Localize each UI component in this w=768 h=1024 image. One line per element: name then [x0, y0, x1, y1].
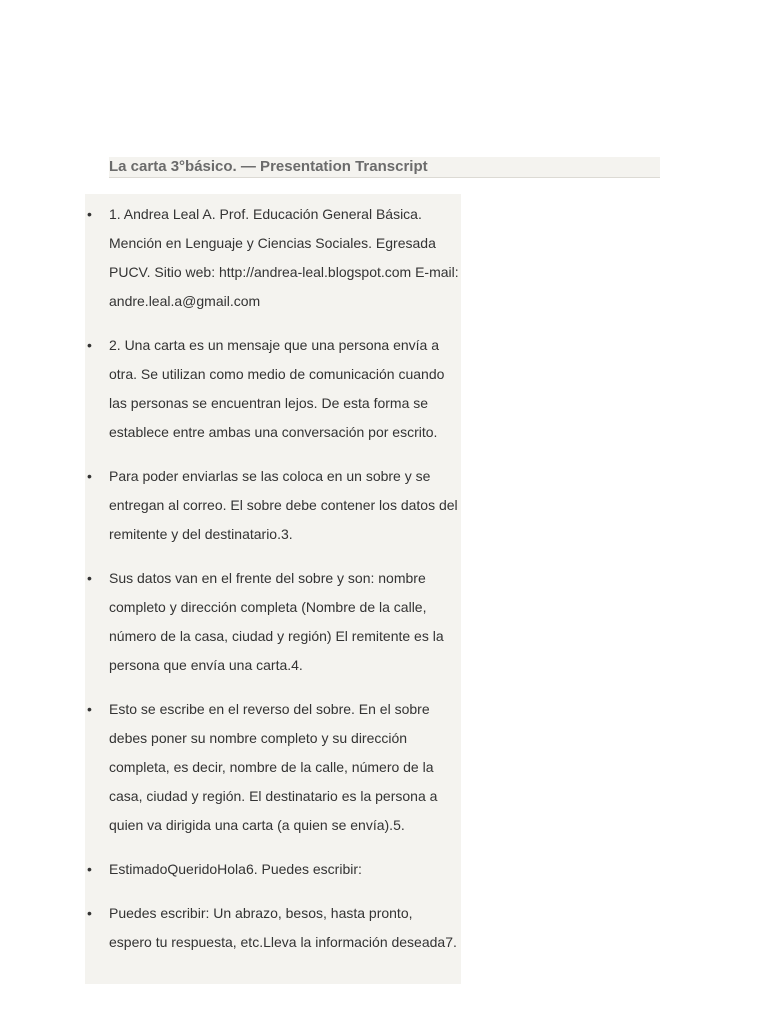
list-item-text: Puedes escribir: Un abrazo, besos, hasta pronto, espero tu respuesta, etc.Lleva la información deseada7.	[109, 905, 457, 950]
transcript-list	[85, 200, 461, 972]
list-item	[85, 855, 459, 884]
list-item	[85, 200, 459, 316]
transcript-panel	[85, 194, 461, 984]
bullet-icon: •	[87, 570, 92, 586]
list-item-text: Para poder enviarlas se las coloca en un sobre y se entregan al correo. El sobre debe contener los datos del remitente y del destinatario.3.	[109, 468, 458, 542]
list-item	[85, 331, 459, 447]
bullet-icon: •	[87, 905, 92, 921]
list-item-text: Esto se escribe en el reverso del sobre. En el sobre debes poner su nombre completo y su dirección completa, es decir, nombre de la calle, número de la casa, ciudad y región. El destinatario es la persona a quien va dirigida una carta (a quien se envía).5.	[109, 701, 438, 833]
list-item-text: 2. Una carta es un mensaje que una persona envía a otra. Se utilizan como medio de comunicación cuando las personas se encuentran lejos. De esta forma se establece entre ambas una conversación por escrito.	[109, 337, 445, 440]
bullet-icon: •	[87, 861, 92, 877]
bullet-icon: •	[87, 206, 92, 222]
bullet-icon: •	[87, 468, 92, 484]
list-item	[85, 564, 459, 680]
list-item	[85, 899, 459, 957]
bullet-icon: •	[87, 701, 92, 717]
list-item	[85, 462, 459, 549]
list-item	[85, 695, 459, 840]
list-item-text: 1. Andrea Leal A. Prof. Educación General Básica. Mención en Lenguaje y Ciencias Sociales. Egresada PUCV. Sitio web: http://andrea-leal.blogspot.com E-mail: andre.leal.a@gmail.com	[109, 206, 459, 309]
bullet-icon: •	[87, 337, 92, 353]
list-item-text: Sus datos van en el frente del sobre y son: nombre completo y dirección completa (Nombre de la calle, número de la casa, ciudad y región) El remitente es la persona que envía una carta.4.	[109, 570, 444, 673]
page-title: La carta 3°básico. — Presentation Transcript	[109, 158, 428, 175]
transcript-title-bar	[109, 157, 660, 178]
list-item-text: EstimadoQueridoHola6. Puedes escribir:	[109, 861, 362, 877]
